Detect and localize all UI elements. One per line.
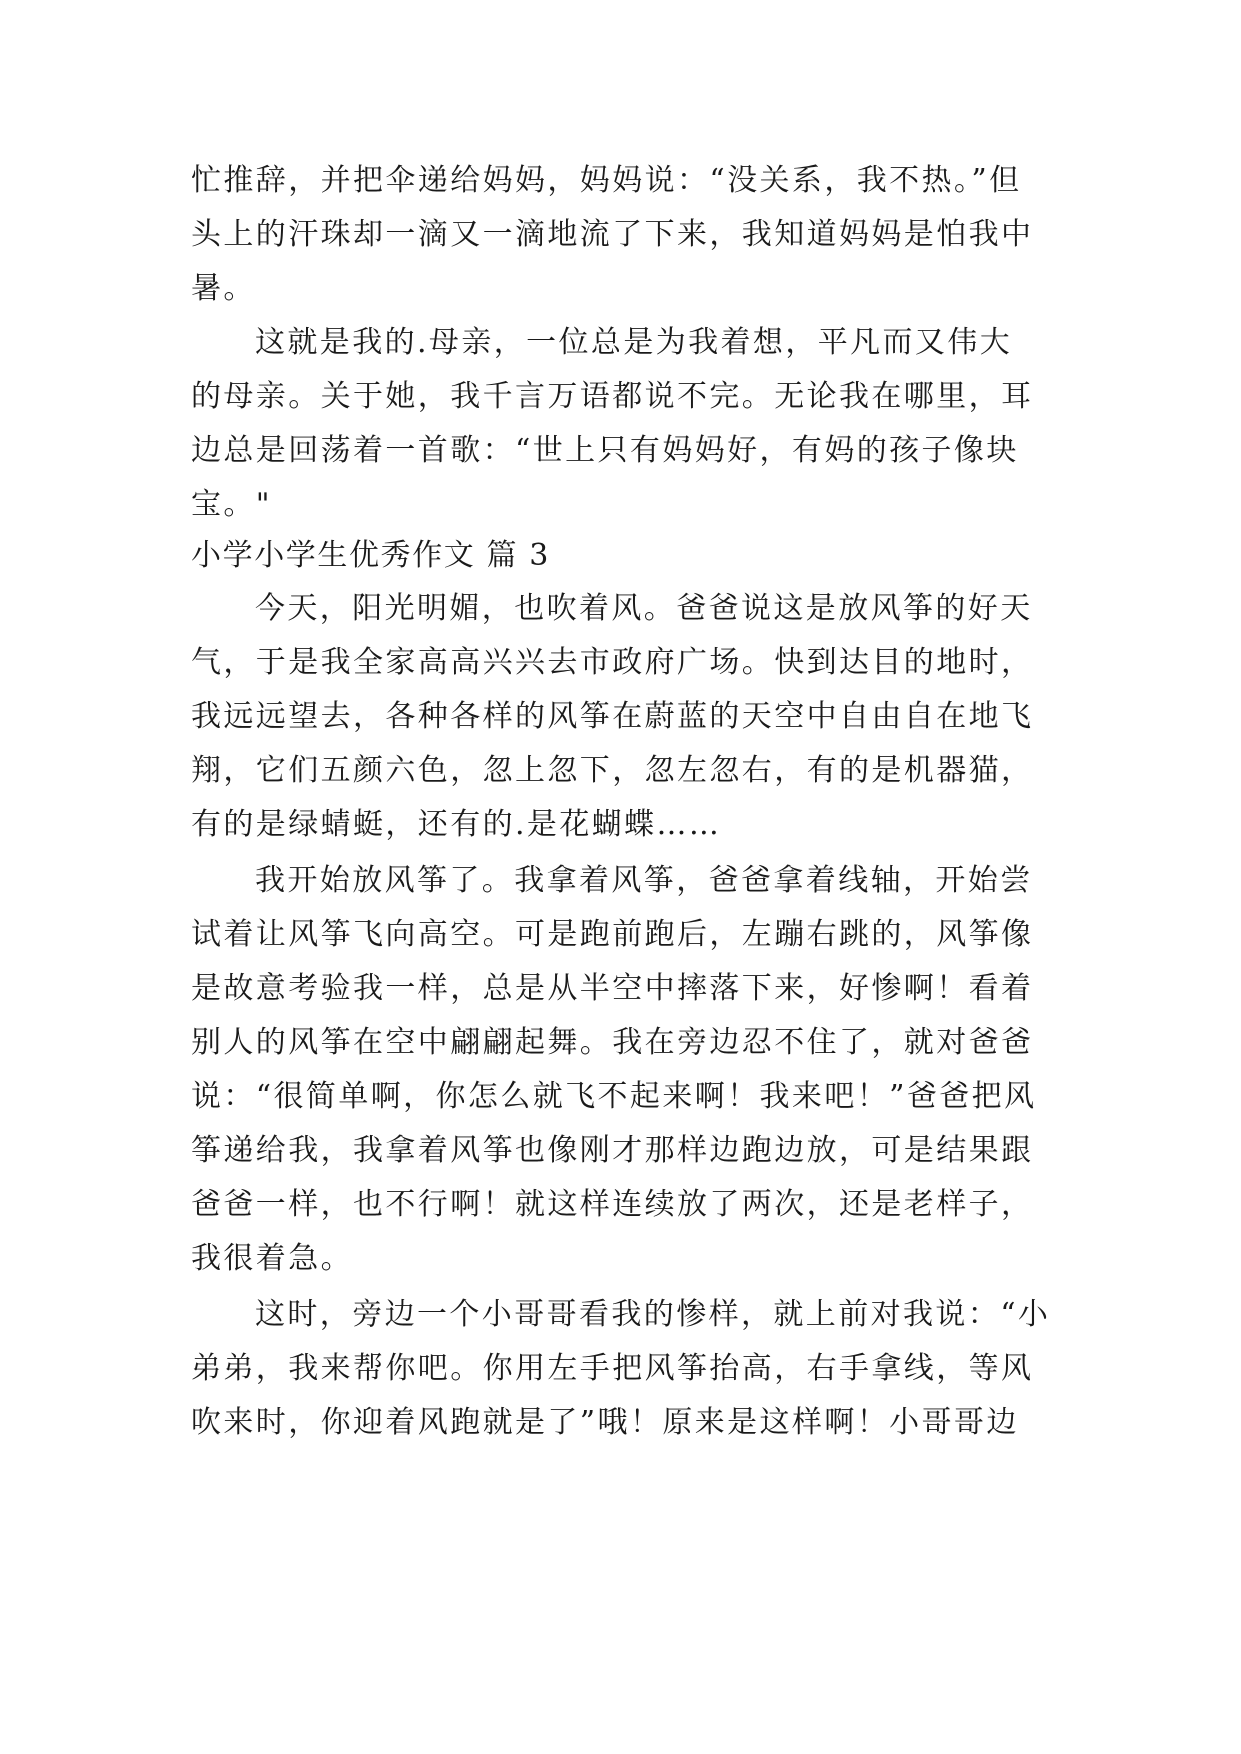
paragraph-line: 吹来时，你迎着风跑就是了”哦！原来是这样啊！小哥哥边: [191, 1405, 1019, 1440]
section-heading: 小学小学生优秀作文 篇 3: [191, 538, 550, 573]
paragraph-line: 筝递给我，我拿着风筝也像刚才那样边跑边放，可是结果跟: [191, 1133, 1034, 1168]
paragraph-line: 今天，阳光明媚，也吹着风。爸爸说这是放风筝的好天: [255, 591, 1033, 626]
paragraph-line: 别人的风筝在空中翩翩起舞。我在旁边忍不住了，就对爸爸: [191, 1025, 1034, 1060]
paragraph-line: 这就是我的.母亲，一位总是为我着想，平凡而又伟大: [255, 325, 1013, 360]
paragraph-line: 我远远望去，各种各样的风筝在蔚蓝的天空中自由自在地飞: [191, 699, 1034, 734]
paragraph-line: 爸爸一样，也不行啊！就这样连续放了两次，还是老样子，: [191, 1187, 1034, 1222]
paragraph-line: 我很着急。: [191, 1241, 353, 1276]
paragraph-line: 翔，它们五颜六色，忽上忽下，忽左忽右，有的是机器猫，: [191, 753, 1034, 788]
paragraph-line: 宝。": [191, 487, 272, 522]
paragraph-line: 的母亲。关于她，我千言万语都说不完。无论我在哪里，耳: [191, 379, 1034, 414]
paragraph-line: 试着让风筝飞向高空。可是跑前跑后，左蹦右跳的，风筝像: [191, 917, 1034, 952]
paragraph-line: 暑。: [191, 271, 256, 306]
paragraph-line: 我开始放风筝了。我拿着风筝，爸爸拿着线轴，开始尝: [255, 863, 1033, 898]
paragraph-line: 边总是回荡着一首歌：“世上只有妈妈好，有妈的孩子像块: [191, 433, 1019, 468]
paragraph-line: 忙推辞，并把伞递给妈妈，妈妈说：“没关系，我不热。”但: [191, 163, 1022, 198]
paragraph-line: 这时，旁边一个小哥哥看我的惨样，就上前对我说：“小: [255, 1297, 1051, 1332]
paragraph-line: 说：“很简单啊，你怎么就飞不起来啊！我来吧！”爸爸把风: [191, 1079, 1037, 1114]
paragraph-line: 是故意考验我一样，总是从半空中摔落下来，好惨啊！看着: [191, 971, 1034, 1006]
paragraph-line: 有的是绿蜻蜓，还有的.是花蝴蝶……: [191, 807, 722, 842]
paragraph-line: 弟弟，我来帮你吧。你用左手把风筝抬高，右手拿线，等风: [191, 1351, 1034, 1386]
paragraph-line: 头上的汗珠却一滴又一滴地流了下来，我知道妈妈是怕我中: [191, 217, 1034, 252]
paragraph-line: 气，于是我全家高高兴兴去市政府广场。快到达目的地时，: [191, 645, 1034, 680]
